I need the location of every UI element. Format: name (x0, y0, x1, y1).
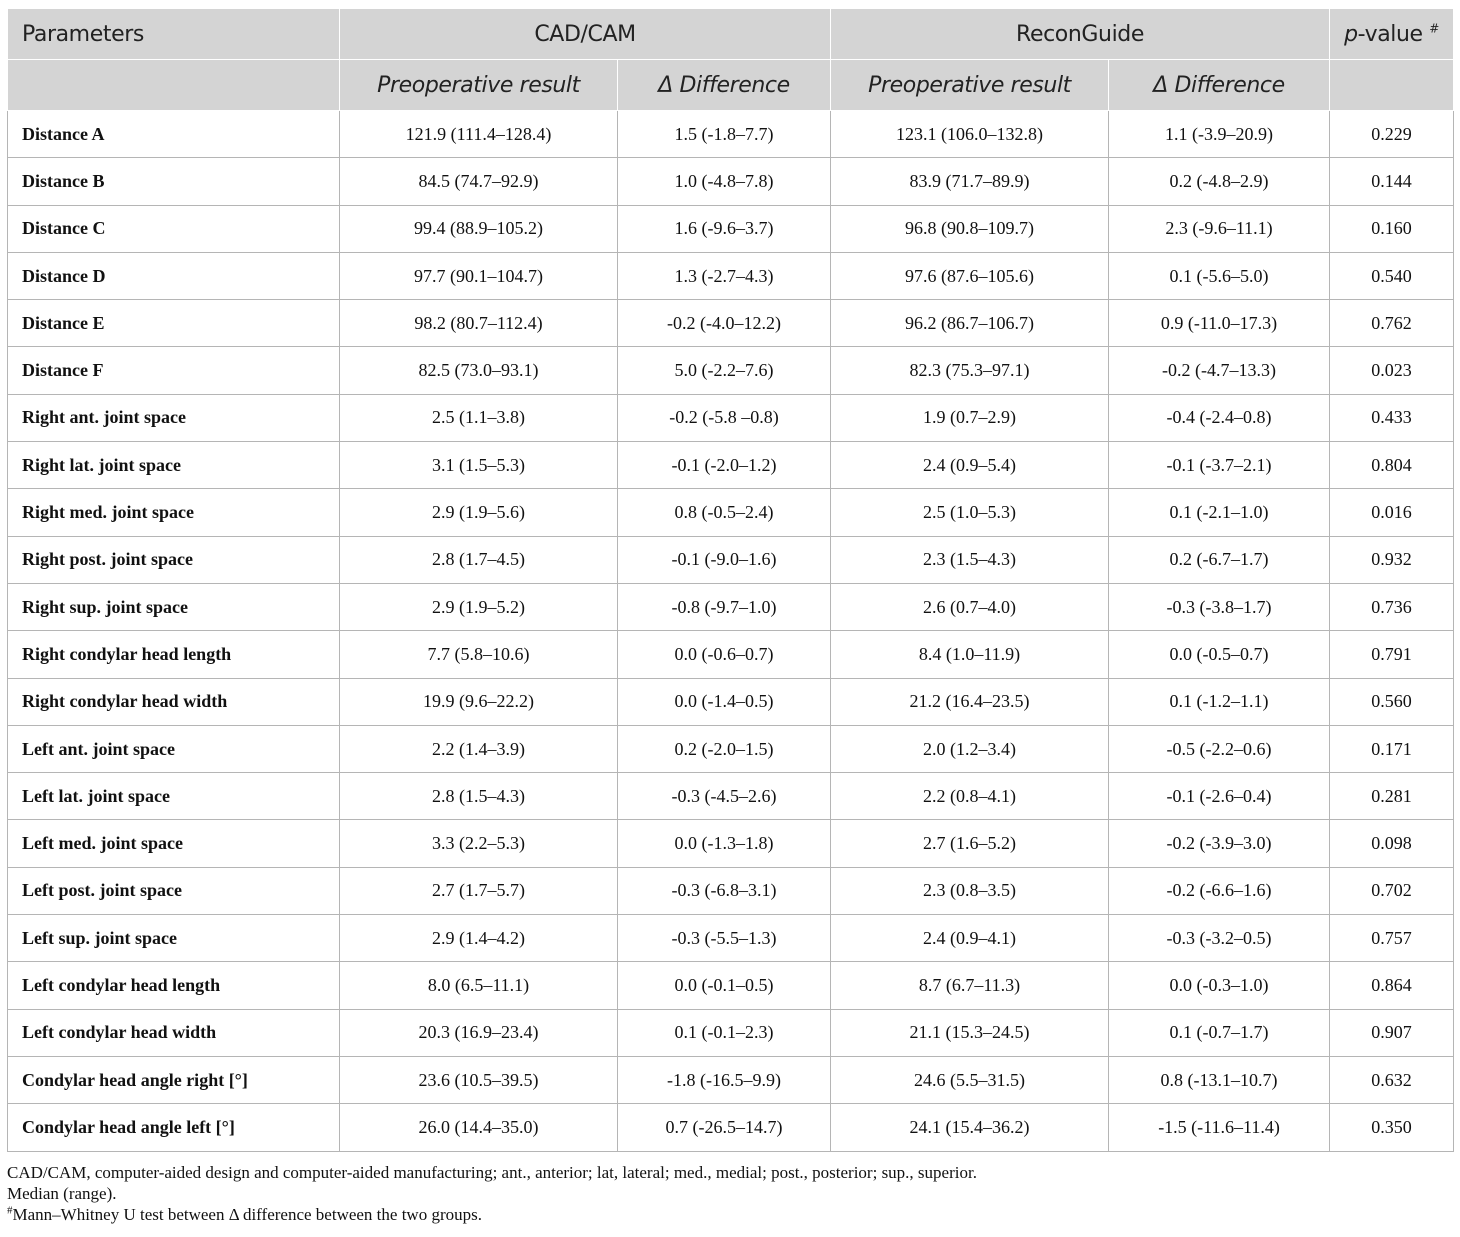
reconguide-preoperative-cell: 2.3 (0.8–3.5) (831, 867, 1109, 914)
reconguide-preoperative-cell: 8.7 (6.7–11.3) (831, 962, 1109, 1009)
reconguide-difference-cell: 2.3 (-9.6–11.1) (1109, 205, 1330, 252)
pvalue-cell: 0.144 (1330, 158, 1454, 205)
cadcam-preoperative-cell: 98.2 (80.7–112.4) (340, 300, 618, 347)
reconguide-difference-cell: -0.4 (-2.4–0.8) (1109, 394, 1330, 441)
pvalue-cell: 0.932 (1330, 536, 1454, 583)
cadcam-difference-cell: -0.1 (-9.0–1.6) (618, 536, 831, 583)
table-container (7, 8, 1453, 1225)
reconguide-difference-cell: -0.3 (-3.8–1.7) (1109, 583, 1330, 630)
header-group-reconguide: ReconGuide (831, 9, 1330, 60)
table-row (8, 915, 1454, 962)
header-empty-pvalue (1330, 60, 1454, 111)
footnote-median: Median (range). (7, 1183, 117, 1203)
footnote-test-mark: # (7, 1203, 13, 1216)
header-pvalue-p: p (1344, 21, 1358, 47)
pvalue-cell: 0.540 (1330, 252, 1454, 299)
pvalue-cell: 0.804 (1330, 442, 1454, 489)
reconguide-preoperative-cell: 82.3 (75.3–97.1) (831, 347, 1109, 394)
param-cell: Left condylar head length (8, 962, 340, 1009)
pvalue-cell: 0.907 (1330, 1009, 1454, 1056)
header-cadcam-preoperative: Preoperative result (340, 60, 618, 111)
cadcam-preoperative-cell: 82.5 (73.0–93.1) (340, 347, 618, 394)
cadcam-preoperative-cell: 2.7 (1.7–5.7) (340, 867, 618, 914)
cadcam-difference-cell: -0.2 (-5.8 –0.8) (618, 394, 831, 441)
table-row (8, 394, 1454, 441)
cadcam-preoperative-cell: 23.6 (10.5–39.5) (340, 1056, 618, 1103)
param-cell: Distance C (8, 205, 340, 252)
table-row (8, 111, 1454, 158)
cadcam-preoperative-cell: 97.7 (90.1–104.7) (340, 252, 618, 299)
reconguide-difference-cell: 0.1 (-1.2–1.1) (1109, 678, 1330, 725)
cadcam-preoperative-cell: 20.3 (16.9–23.4) (340, 1009, 618, 1056)
reconguide-preoperative-cell: 2.4 (0.9–4.1) (831, 915, 1109, 962)
reconguide-preoperative-cell: 123.1 (106.0–132.8) (831, 111, 1109, 158)
header-group-cadcam: CAD/CAM (340, 9, 831, 60)
table-row (8, 631, 1454, 678)
reconguide-difference-cell: -0.2 (-6.6–1.6) (1109, 867, 1330, 914)
header-row-groups (8, 9, 1454, 60)
cadcam-preoperative-cell: 7.7 (5.8–10.6) (340, 631, 618, 678)
cadcam-difference-cell: -0.1 (-2.0–1.2) (618, 442, 831, 489)
reconguide-difference-cell: 0.1 (-0.7–1.7) (1109, 1009, 1330, 1056)
reconguide-preoperative-cell: 2.2 (0.8–4.1) (831, 773, 1109, 820)
param-cell: Right condylar head length (8, 631, 340, 678)
header-pvalue-footnote-mark: # (1429, 21, 1439, 36)
header-pvalue (1330, 9, 1454, 60)
header-reconguide-difference: Δ Difference (1109, 60, 1330, 111)
reconguide-preoperative-cell: 8.4 (1.0–11.9) (831, 631, 1109, 678)
cadcam-preoperative-cell: 99.4 (88.9–105.2) (340, 205, 618, 252)
param-cell: Right lat. joint space (8, 442, 340, 489)
param-cell: Right post. joint space (8, 536, 340, 583)
cadcam-preoperative-cell: 2.8 (1.5–4.3) (340, 773, 618, 820)
reconguide-difference-cell: 0.2 (-4.8–2.9) (1109, 158, 1330, 205)
cadcam-difference-cell: 0.1 (-0.1–2.3) (618, 1009, 831, 1056)
reconguide-difference-cell: 1.1 (-3.9–20.9) (1109, 111, 1330, 158)
param-cell: Distance B (8, 158, 340, 205)
reconguide-difference-cell: -0.2 (-4.7–13.3) (1109, 347, 1330, 394)
footnote-test-text: Mann–Whitney U test between Δ difference between the two groups. (12, 1204, 482, 1224)
reconguide-preoperative-cell: 24.6 (5.5–31.5) (831, 1056, 1109, 1103)
pvalue-cell: 0.229 (1330, 111, 1454, 158)
table-row (8, 820, 1454, 867)
header-parameters: Parameters (8, 9, 340, 60)
reconguide-preoperative-cell: 24.1 (15.4–36.2) (831, 1104, 1109, 1151)
header-pvalue-rest: -value (1357, 21, 1423, 47)
pvalue-cell: 0.160 (1330, 205, 1454, 252)
table-header (8, 9, 1454, 111)
reconguide-difference-cell: 0.1 (-2.1–1.0) (1109, 489, 1330, 536)
param-cell: Right condylar head width (8, 678, 340, 725)
table-row (8, 536, 1454, 583)
table-row (8, 773, 1454, 820)
pvalue-cell: 0.281 (1330, 773, 1454, 820)
pvalue-cell: 0.736 (1330, 583, 1454, 630)
header-reconguide-preoperative: Preoperative result (831, 60, 1109, 111)
cadcam-difference-cell: 1.0 (-4.8–7.8) (618, 158, 831, 205)
param-cell: Condylar head angle left [°] (8, 1104, 340, 1151)
param-cell: Left med. joint space (8, 820, 340, 867)
header-empty (8, 60, 340, 111)
param-cell: Left condylar head width (8, 1009, 340, 1056)
table-row (8, 347, 1454, 394)
header-row-subcolumns (8, 60, 1454, 111)
table-body (8, 111, 1454, 1152)
reconguide-preoperative-cell: 2.4 (0.9–5.4) (831, 442, 1109, 489)
cadcam-preoperative-cell: 2.9 (1.9–5.2) (340, 583, 618, 630)
reconguide-difference-cell: -0.1 (-3.7–2.1) (1109, 442, 1330, 489)
cadcam-difference-cell: 0.0 (-1.3–1.8) (618, 820, 831, 867)
cadcam-preoperative-cell: 3.1 (1.5–5.3) (340, 442, 618, 489)
cadcam-preoperative-cell: 2.5 (1.1–3.8) (340, 394, 618, 441)
pvalue-cell: 0.791 (1330, 631, 1454, 678)
reconguide-preoperative-cell: 2.5 (1.0–5.3) (831, 489, 1109, 536)
table-row (8, 158, 1454, 205)
pvalue-cell: 0.702 (1330, 867, 1454, 914)
reconguide-difference-cell: -1.5 (-11.6–11.4) (1109, 1104, 1330, 1151)
cadcam-difference-cell: 0.0 (-0.6–0.7) (618, 631, 831, 678)
param-cell: Distance F (8, 347, 340, 394)
footnote-abbreviations: CAD/CAM, computer-aided design and computer-aided manufacturing; ant., anterior; lat, lateral; med., medial; post., posterior; sup., superior. (7, 1162, 977, 1182)
table-row (8, 583, 1454, 630)
cadcam-difference-cell: 0.7 (-26.5–14.7) (618, 1104, 831, 1151)
cadcam-preoperative-cell: 26.0 (14.4–35.0) (340, 1104, 618, 1151)
param-cell: Right med. joint space (8, 489, 340, 536)
reconguide-difference-cell: 0.8 (-13.1–10.7) (1109, 1056, 1330, 1103)
pvalue-cell: 0.757 (1330, 915, 1454, 962)
reconguide-preoperative-cell: 97.6 (87.6–105.6) (831, 252, 1109, 299)
reconguide-difference-cell: 0.0 (-0.5–0.7) (1109, 631, 1330, 678)
reconguide-preoperative-cell: 96.2 (86.7–106.7) (831, 300, 1109, 347)
cadcam-preoperative-cell: 3.3 (2.2–5.3) (340, 820, 618, 867)
reconguide-difference-cell: -0.5 (-2.2–0.6) (1109, 725, 1330, 772)
table-row (8, 1009, 1454, 1056)
cadcam-difference-cell: -1.8 (-16.5–9.9) (618, 1056, 831, 1103)
pvalue-cell: 0.016 (1330, 489, 1454, 536)
results-table (7, 8, 1454, 1152)
cadcam-difference-cell: 0.0 (-1.4–0.5) (618, 678, 831, 725)
cadcam-difference-cell: -0.3 (-6.8–3.1) (618, 867, 831, 914)
table-row (8, 725, 1454, 772)
reconguide-difference-cell: 0.1 (-5.6–5.0) (1109, 252, 1330, 299)
param-cell: Left sup. joint space (8, 915, 340, 962)
param-cell: Left lat. joint space (8, 773, 340, 820)
reconguide-preoperative-cell: 2.6 (0.7–4.0) (831, 583, 1109, 630)
reconguide-preoperative-cell: 2.7 (1.6–5.2) (831, 820, 1109, 867)
cadcam-difference-cell: 0.8 (-0.5–2.4) (618, 489, 831, 536)
cadcam-preoperative-cell: 2.9 (1.4–4.2) (340, 915, 618, 962)
reconguide-difference-cell: 0.0 (-0.3–1.0) (1109, 962, 1330, 1009)
reconguide-difference-cell: 0.9 (-11.0–17.3) (1109, 300, 1330, 347)
cadcam-difference-cell: 0.2 (-2.0–1.5) (618, 725, 831, 772)
param-cell: Right sup. joint space (8, 583, 340, 630)
cadcam-preoperative-cell: 19.9 (9.6–22.2) (340, 678, 618, 725)
cadcam-preoperative-cell: 2.8 (1.7–4.5) (340, 536, 618, 583)
cadcam-preoperative-cell: 84.5 (74.7–92.9) (340, 158, 618, 205)
table-row (8, 489, 1454, 536)
cadcam-difference-cell: 1.5 (-1.8–7.7) (618, 111, 831, 158)
reconguide-difference-cell: -0.1 (-2.6–0.4) (1109, 773, 1330, 820)
table-row (8, 205, 1454, 252)
cadcam-difference-cell: 5.0 (-2.2–7.6) (618, 347, 831, 394)
table-row (8, 1056, 1454, 1103)
pvalue-cell: 0.023 (1330, 347, 1454, 394)
table-row (8, 300, 1454, 347)
reconguide-preoperative-cell: 2.3 (1.5–4.3) (831, 536, 1109, 583)
param-cell: Left ant. joint space (8, 725, 340, 772)
pvalue-cell: 0.560 (1330, 678, 1454, 725)
table-row (8, 962, 1454, 1009)
header-cadcam-difference: Δ Difference (618, 60, 831, 111)
reconguide-difference-cell: -0.2 (-3.9–3.0) (1109, 820, 1330, 867)
cadcam-difference-cell: -0.3 (-5.5–1.3) (618, 915, 831, 962)
pvalue-cell: 0.632 (1330, 1056, 1454, 1103)
reconguide-preoperative-cell: 96.8 (90.8–109.7) (831, 205, 1109, 252)
pvalue-cell: 0.098 (1330, 820, 1454, 867)
table-row (8, 1104, 1454, 1151)
cadcam-preoperative-cell: 2.9 (1.9–5.6) (340, 489, 618, 536)
cadcam-preoperative-cell: 121.9 (111.4–128.4) (340, 111, 618, 158)
param-cell: Distance A (8, 111, 340, 158)
table-row (8, 867, 1454, 914)
table-row (8, 252, 1454, 299)
reconguide-preoperative-cell: 21.2 (16.4–23.5) (831, 678, 1109, 725)
reconguide-difference-cell: -0.3 (-3.2–0.5) (1109, 915, 1330, 962)
reconguide-preoperative-cell: 83.9 (71.7–89.9) (831, 158, 1109, 205)
cadcam-difference-cell: -0.8 (-9.7–1.0) (618, 583, 831, 630)
pvalue-cell: 0.171 (1330, 725, 1454, 772)
reconguide-preoperative-cell: 21.1 (15.3–24.5) (831, 1009, 1109, 1056)
param-cell: Distance E (8, 300, 340, 347)
cadcam-difference-cell: 1.6 (-9.6–3.7) (618, 205, 831, 252)
pvalue-cell: 0.762 (1330, 300, 1454, 347)
cadcam-difference-cell: -0.2 (-4.0–12.2) (618, 300, 831, 347)
reconguide-preoperative-cell: 2.0 (1.2–3.4) (831, 725, 1109, 772)
param-cell: Right ant. joint space (8, 394, 340, 441)
cadcam-preoperative-cell: 2.2 (1.4–3.9) (340, 725, 618, 772)
cadcam-difference-cell: -0.3 (-4.5–2.6) (618, 773, 831, 820)
reconguide-preoperative-cell: 1.9 (0.7–2.9) (831, 394, 1109, 441)
table-row (8, 678, 1454, 725)
cadcam-difference-cell: 1.3 (-2.7–4.3) (618, 252, 831, 299)
param-cell: Distance D (8, 252, 340, 299)
param-cell: Left post. joint space (8, 867, 340, 914)
table-footnotes (7, 1162, 1453, 1225)
param-cell: Condylar head angle right [°] (8, 1056, 340, 1103)
cadcam-difference-cell: 0.0 (-0.1–0.5) (618, 962, 831, 1009)
cadcam-preoperative-cell: 8.0 (6.5–11.1) (340, 962, 618, 1009)
table-row (8, 442, 1454, 489)
footnote-test (7, 1204, 1453, 1225)
pvalue-cell: 0.433 (1330, 394, 1454, 441)
pvalue-cell: 0.864 (1330, 962, 1454, 1009)
pvalue-cell: 0.350 (1330, 1104, 1454, 1151)
reconguide-difference-cell: 0.2 (-6.7–1.7) (1109, 536, 1330, 583)
